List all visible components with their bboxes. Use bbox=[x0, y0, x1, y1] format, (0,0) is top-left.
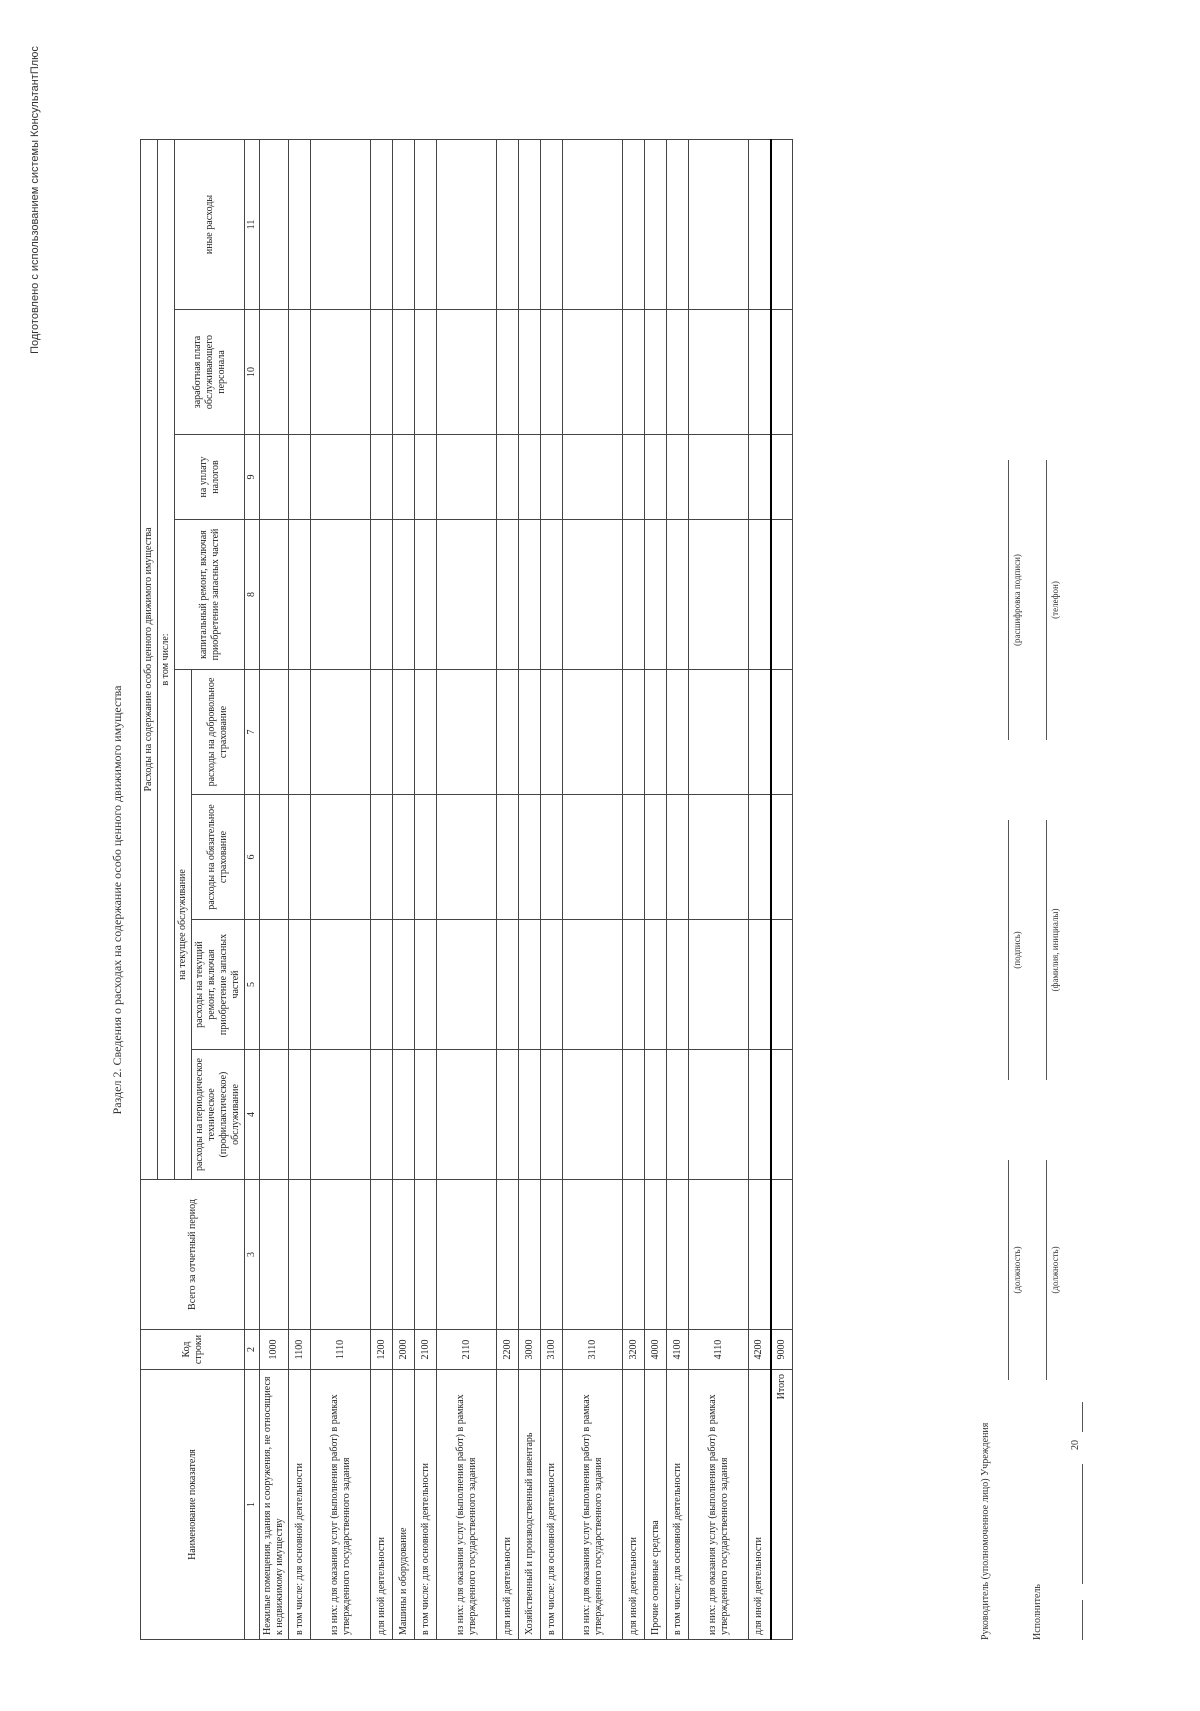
row-code: 3100 bbox=[541, 1330, 563, 1370]
cap-phone: (телефон) bbox=[1050, 581, 1060, 619]
value-cell[interactable] bbox=[415, 435, 437, 520]
value-cell[interactable] bbox=[689, 139, 749, 309]
value-cell[interactable] bbox=[749, 670, 771, 795]
value-cell[interactable] bbox=[393, 1050, 415, 1180]
executor-label: Исполнитель bbox=[1032, 1584, 1043, 1640]
value-cell[interactable] bbox=[311, 310, 371, 435]
table-row bbox=[289, 139, 311, 1639]
table-row bbox=[645, 139, 667, 1639]
value-cell[interactable] bbox=[541, 520, 563, 670]
value-cell[interactable] bbox=[749, 310, 771, 435]
value-cell[interactable] bbox=[311, 1050, 371, 1180]
value-cell[interactable] bbox=[393, 670, 415, 795]
value-cell[interactable] bbox=[541, 670, 563, 795]
value-cell[interactable] bbox=[667, 795, 689, 920]
value-cell[interactable] bbox=[260, 920, 289, 1050]
row-code: 1100 bbox=[289, 1330, 311, 1370]
header-c11: иные расходы bbox=[175, 139, 245, 309]
date-month-field[interactable] bbox=[1068, 1464, 1083, 1584]
value-cell[interactable] bbox=[260, 1050, 289, 1180]
row-code: 2200 bbox=[497, 1330, 519, 1370]
row-name: из них: для оказания услуг (выполнения работ) в рамках утвержденного государственного задания bbox=[311, 1370, 371, 1640]
head-position-field[interactable] bbox=[994, 1160, 1009, 1380]
value-cell[interactable] bbox=[415, 139, 437, 309]
value-cell[interactable] bbox=[415, 670, 437, 795]
value-cell[interactable] bbox=[689, 310, 749, 435]
row-name: в том числе: для основной деятельности bbox=[667, 1370, 689, 1640]
row-name: из них: для оказания услуг (выполнения работ) в рамках утвержденного государственного задания bbox=[563, 1370, 623, 1640]
header-group-sub: в том числе: bbox=[158, 139, 175, 1179]
value-cell[interactable] bbox=[311, 435, 371, 520]
value-cell[interactable] bbox=[415, 920, 437, 1050]
value-cell[interactable] bbox=[437, 520, 497, 670]
row-code: 3000 bbox=[519, 1330, 541, 1370]
value-cell[interactable] bbox=[371, 520, 393, 670]
value-cell[interactable] bbox=[623, 520, 645, 670]
row-name: Нежилые помещения, здания и сооружения, не относящиеся к недвижимому имуществу bbox=[260, 1370, 289, 1640]
value-cell[interactable] bbox=[311, 670, 371, 795]
row-code: 3110 bbox=[563, 1330, 623, 1370]
cap-signature: (подпись) bbox=[1012, 931, 1022, 969]
total-value-cell[interactable] bbox=[771, 1180, 793, 1330]
value-cell[interactable] bbox=[623, 435, 645, 520]
cap-fio: (фамилия, инициалы) bbox=[1050, 908, 1060, 992]
row-name: для иной деятельности bbox=[623, 1370, 645, 1640]
row-name: для иной деятельности bbox=[497, 1370, 519, 1640]
row-code: 2000 bbox=[393, 1330, 415, 1370]
table-row bbox=[749, 139, 771, 1639]
value-cell[interactable] bbox=[497, 920, 519, 1050]
value-cell[interactable] bbox=[289, 795, 311, 920]
value-cell[interactable] bbox=[437, 310, 497, 435]
value-cell[interactable] bbox=[371, 139, 393, 309]
value-cell[interactable] bbox=[371, 435, 393, 520]
total-value-cell[interactable] bbox=[771, 795, 793, 920]
value-cell[interactable] bbox=[497, 435, 519, 520]
value-cell[interactable] bbox=[519, 795, 541, 920]
header-c4: расходы на периодическое техническое (профилактическое) обслуживание bbox=[192, 1050, 245, 1180]
cap-position-2: (должность) bbox=[1050, 1246, 1060, 1294]
value-cell[interactable] bbox=[623, 1180, 645, 1330]
value-cell[interactable] bbox=[497, 1050, 519, 1180]
value-cell[interactable] bbox=[623, 795, 645, 920]
value-cell[interactable] bbox=[645, 310, 667, 435]
value-cell[interactable] bbox=[667, 920, 689, 1050]
value-cell[interactable] bbox=[260, 435, 289, 520]
row-code: 3200 bbox=[623, 1330, 645, 1370]
row-name: из них: для оказания услуг (выполнения работ) в рамках утвержденного государственного задания bbox=[689, 1370, 749, 1640]
value-cell[interactable] bbox=[749, 139, 771, 309]
value-cell[interactable] bbox=[667, 1180, 689, 1330]
value-cell[interactable] bbox=[289, 139, 311, 309]
value-cell[interactable] bbox=[437, 1180, 497, 1330]
value-cell[interactable] bbox=[749, 520, 771, 670]
value-cell[interactable] bbox=[541, 139, 563, 309]
col-number: 1 bbox=[245, 1370, 260, 1640]
value-cell[interactable] bbox=[519, 310, 541, 435]
value-cell[interactable] bbox=[689, 520, 749, 670]
row-name: Машины и оборудование bbox=[393, 1370, 415, 1640]
row-name: Прочие основные средства bbox=[645, 1370, 667, 1640]
value-cell[interactable] bbox=[689, 795, 749, 920]
table-row bbox=[260, 139, 289, 1639]
cap-position: (должность) bbox=[1012, 1246, 1022, 1294]
total-value-cell[interactable] bbox=[771, 670, 793, 795]
value-cell[interactable] bbox=[541, 435, 563, 520]
value-cell[interactable] bbox=[667, 520, 689, 670]
value-cell[interactable] bbox=[667, 435, 689, 520]
value-cell[interactable] bbox=[623, 310, 645, 435]
value-cell[interactable] bbox=[393, 920, 415, 1050]
value-cell[interactable] bbox=[645, 795, 667, 920]
value-cell[interactable] bbox=[749, 795, 771, 920]
value-cell[interactable] bbox=[519, 520, 541, 670]
col-number: 11 bbox=[245, 139, 260, 309]
value-cell[interactable] bbox=[437, 1050, 497, 1180]
total-label: Итого bbox=[771, 1370, 793, 1640]
value-cell[interactable] bbox=[260, 1180, 289, 1330]
value-cell[interactable] bbox=[645, 1050, 667, 1180]
value-cell[interactable] bbox=[689, 1050, 749, 1180]
value-cell[interactable] bbox=[415, 310, 437, 435]
col-number: 5 bbox=[245, 920, 260, 1050]
value-cell[interactable] bbox=[645, 139, 667, 309]
row-name: для иной деятельности bbox=[371, 1370, 393, 1640]
value-cell[interactable] bbox=[371, 310, 393, 435]
col-number: 8 bbox=[245, 520, 260, 670]
value-cell[interactable] bbox=[689, 1180, 749, 1330]
value-cell[interactable] bbox=[311, 920, 371, 1050]
value-cell[interactable] bbox=[563, 435, 623, 520]
value-cell[interactable] bbox=[667, 310, 689, 435]
signature-block bbox=[980, 140, 1090, 1640]
total-value-cell[interactable] bbox=[771, 435, 793, 520]
row-name: в том числе: для основной деятельности bbox=[415, 1370, 437, 1640]
head-decode-field[interactable] bbox=[994, 460, 1009, 740]
value-cell[interactable] bbox=[289, 1180, 311, 1330]
header-c10: заработная плата обслуживающего персонала bbox=[175, 310, 245, 435]
value-cell[interactable] bbox=[541, 795, 563, 920]
date-year-field[interactable] bbox=[1068, 1402, 1083, 1432]
value-cell[interactable] bbox=[393, 435, 415, 520]
value-cell[interactable] bbox=[260, 670, 289, 795]
value-cell[interactable] bbox=[563, 920, 623, 1050]
row-code: 4100 bbox=[667, 1330, 689, 1370]
value-cell[interactable] bbox=[371, 795, 393, 920]
value-cell[interactable] bbox=[749, 920, 771, 1050]
table-row bbox=[541, 139, 563, 1639]
value-cell[interactable] bbox=[645, 1180, 667, 1330]
value-cell[interactable] bbox=[749, 435, 771, 520]
value-cell[interactable] bbox=[623, 920, 645, 1050]
section-title: Раздел 2. Сведения о расходах на содержание особо ценного движимого имущества bbox=[110, 685, 124, 1115]
row-code: 1110 bbox=[311, 1330, 371, 1370]
value-cell[interactable] bbox=[563, 670, 623, 795]
value-cell[interactable] bbox=[415, 1050, 437, 1180]
value-cell[interactable] bbox=[563, 1180, 623, 1330]
value-cell[interactable] bbox=[260, 520, 289, 670]
value-cell[interactable] bbox=[749, 1180, 771, 1330]
total-value-cell[interactable] bbox=[771, 520, 793, 670]
value-cell[interactable] bbox=[437, 795, 497, 920]
row-code: 2100 bbox=[415, 1330, 437, 1370]
header-c9: на уплату налогов bbox=[175, 435, 245, 520]
value-cell[interactable] bbox=[689, 435, 749, 520]
col-number: 10 bbox=[245, 310, 260, 435]
value-cell[interactable] bbox=[371, 1050, 393, 1180]
table-row bbox=[415, 139, 437, 1639]
row-name: для иной деятельности bbox=[749, 1370, 771, 1640]
value-cell[interactable] bbox=[519, 1180, 541, 1330]
value-cell[interactable] bbox=[437, 435, 497, 520]
col-number: 4 bbox=[245, 1050, 260, 1180]
value-cell[interactable] bbox=[519, 920, 541, 1050]
expenses-table bbox=[140, 139, 793, 1640]
total-code: 9000 bbox=[771, 1330, 793, 1370]
total-value-cell[interactable] bbox=[771, 139, 793, 309]
value-cell[interactable] bbox=[541, 1050, 563, 1180]
value-cell[interactable] bbox=[623, 139, 645, 309]
head-label: Руководитель (уполномоченное лицо) Учреждения bbox=[980, 1422, 991, 1640]
page-header-text: Подготовлено с использованием системы КонсультантПлюс bbox=[29, 46, 41, 354]
row-name: в том числе: для основной деятельности bbox=[289, 1370, 311, 1640]
value-cell[interactable] bbox=[667, 1050, 689, 1180]
row-name: из них: для оказания услуг (выполнения работ) в рамках утвержденного государственного задания bbox=[437, 1370, 497, 1640]
table-row bbox=[623, 139, 645, 1639]
value-cell[interactable] bbox=[497, 310, 519, 435]
value-cell[interactable] bbox=[371, 920, 393, 1050]
value-cell[interactable] bbox=[749, 1050, 771, 1180]
header-c8: капитальный ремонт, включая приобретение запасных частей bbox=[175, 520, 245, 670]
row-code: 4200 bbox=[749, 1330, 771, 1370]
table-row bbox=[311, 139, 371, 1639]
value-cell[interactable] bbox=[260, 795, 289, 920]
value-cell[interactable] bbox=[541, 1180, 563, 1330]
value-cell[interactable] bbox=[541, 310, 563, 435]
value-cell[interactable] bbox=[519, 1050, 541, 1180]
total-value-cell[interactable] bbox=[771, 310, 793, 435]
value-cell[interactable] bbox=[311, 795, 371, 920]
value-cell[interactable] bbox=[519, 435, 541, 520]
value-cell[interactable] bbox=[289, 920, 311, 1050]
value-cell[interactable] bbox=[289, 520, 311, 670]
row-code: 4110 bbox=[689, 1330, 749, 1370]
value-cell[interactable] bbox=[645, 435, 667, 520]
value-cell[interactable] bbox=[260, 139, 289, 309]
value-cell[interactable] bbox=[415, 1180, 437, 1330]
table-row bbox=[371, 139, 393, 1639]
value-cell[interactable] bbox=[667, 670, 689, 795]
header-code: Код строки bbox=[141, 1330, 245, 1370]
value-cell[interactable] bbox=[289, 435, 311, 520]
table-row bbox=[667, 139, 689, 1639]
value-cell[interactable] bbox=[541, 920, 563, 1050]
rotated-form bbox=[100, 120, 1100, 1680]
header-c5: расходы на текущий ремонт, включая приобретение запасных частей bbox=[192, 920, 245, 1050]
page-header bbox=[24, 40, 46, 360]
value-cell[interactable] bbox=[667, 139, 689, 309]
value-cell[interactable] bbox=[497, 795, 519, 920]
value-cell[interactable] bbox=[497, 1180, 519, 1330]
head-signature-field[interactable] bbox=[994, 820, 1009, 1080]
value-cell[interactable] bbox=[311, 1180, 371, 1330]
value-cell[interactable] bbox=[563, 139, 623, 309]
header-group-current: на текущее обслуживание bbox=[175, 670, 192, 1180]
date-day-field[interactable] bbox=[1068, 1600, 1083, 1640]
value-cell[interactable] bbox=[393, 310, 415, 435]
value-cell[interactable] bbox=[437, 920, 497, 1050]
value-cell[interactable] bbox=[371, 1180, 393, 1330]
value-cell[interactable] bbox=[393, 795, 415, 920]
value-cell[interactable] bbox=[689, 920, 749, 1050]
col-number: 7 bbox=[245, 670, 260, 795]
col-number: 9 bbox=[245, 435, 260, 520]
value-cell[interactable] bbox=[497, 139, 519, 309]
value-cell[interactable] bbox=[563, 1050, 623, 1180]
value-cell[interactable] bbox=[393, 520, 415, 670]
value-cell[interactable] bbox=[519, 139, 541, 309]
value-cell[interactable] bbox=[563, 310, 623, 435]
executor-phone-field[interactable] bbox=[1032, 460, 1047, 740]
row-code: 2110 bbox=[437, 1330, 497, 1370]
value-cell[interactable] bbox=[415, 520, 437, 670]
table-row bbox=[437, 139, 497, 1639]
table-row bbox=[497, 139, 519, 1639]
year-prefix: 20 bbox=[1070, 1440, 1081, 1450]
value-cell[interactable] bbox=[497, 670, 519, 795]
row-name: Хозяйственный и производственный инвентарь bbox=[519, 1370, 541, 1640]
value-cell[interactable] bbox=[519, 670, 541, 795]
table-row bbox=[393, 139, 415, 1639]
executor-position-field[interactable] bbox=[1032, 1160, 1047, 1380]
cap-decode: (расшифровка подписи) bbox=[1012, 554, 1022, 646]
value-cell[interactable] bbox=[437, 670, 497, 795]
header-name: Наименование показателя bbox=[141, 1370, 245, 1640]
value-cell[interactable] bbox=[437, 139, 497, 309]
value-cell[interactable] bbox=[311, 520, 371, 670]
total-value-cell[interactable] bbox=[771, 920, 793, 1050]
value-cell[interactable] bbox=[623, 670, 645, 795]
value-cell[interactable] bbox=[393, 1180, 415, 1330]
value-cell[interactable] bbox=[289, 670, 311, 795]
table-row bbox=[563, 139, 623, 1639]
header-c7: расходы на добровольное страхование bbox=[192, 670, 245, 795]
executor-fio-field[interactable] bbox=[1032, 820, 1047, 1080]
col-number: 3 bbox=[245, 1180, 260, 1330]
value-cell[interactable] bbox=[563, 520, 623, 670]
column-numbers-row bbox=[245, 139, 260, 1639]
total-row bbox=[771, 139, 793, 1639]
row-code: 1200 bbox=[371, 1330, 393, 1370]
value-cell[interactable] bbox=[393, 139, 415, 309]
value-cell[interactable] bbox=[645, 670, 667, 795]
table-row bbox=[519, 139, 541, 1639]
col-number: 2 bbox=[245, 1330, 260, 1370]
value-cell[interactable] bbox=[563, 795, 623, 920]
value-cell[interactable] bbox=[497, 520, 519, 670]
value-cell[interactable] bbox=[311, 139, 371, 309]
value-cell[interactable] bbox=[289, 310, 311, 435]
row-code: 1000 bbox=[260, 1330, 289, 1370]
total-value-cell[interactable] bbox=[771, 1050, 793, 1180]
value-cell[interactable] bbox=[371, 670, 393, 795]
value-cell[interactable] bbox=[623, 1050, 645, 1180]
row-name: в том числе: для основной деятельности bbox=[541, 1370, 563, 1640]
value-cell[interactable] bbox=[645, 520, 667, 670]
header-group-main: Расходы на содержание особо ценного движимого имущества bbox=[141, 139, 158, 1179]
table-row bbox=[689, 139, 749, 1639]
value-cell[interactable] bbox=[689, 670, 749, 795]
header-c6: расходы на обязательное страхование bbox=[192, 795, 245, 920]
header-total: Всего за отчетный период bbox=[141, 1180, 245, 1330]
row-code: 4000 bbox=[645, 1330, 667, 1370]
value-cell[interactable] bbox=[260, 310, 289, 435]
col-number: 6 bbox=[245, 795, 260, 920]
value-cell[interactable] bbox=[645, 920, 667, 1050]
value-cell[interactable] bbox=[289, 1050, 311, 1180]
value-cell[interactable] bbox=[415, 795, 437, 920]
table-body bbox=[260, 139, 793, 1639]
